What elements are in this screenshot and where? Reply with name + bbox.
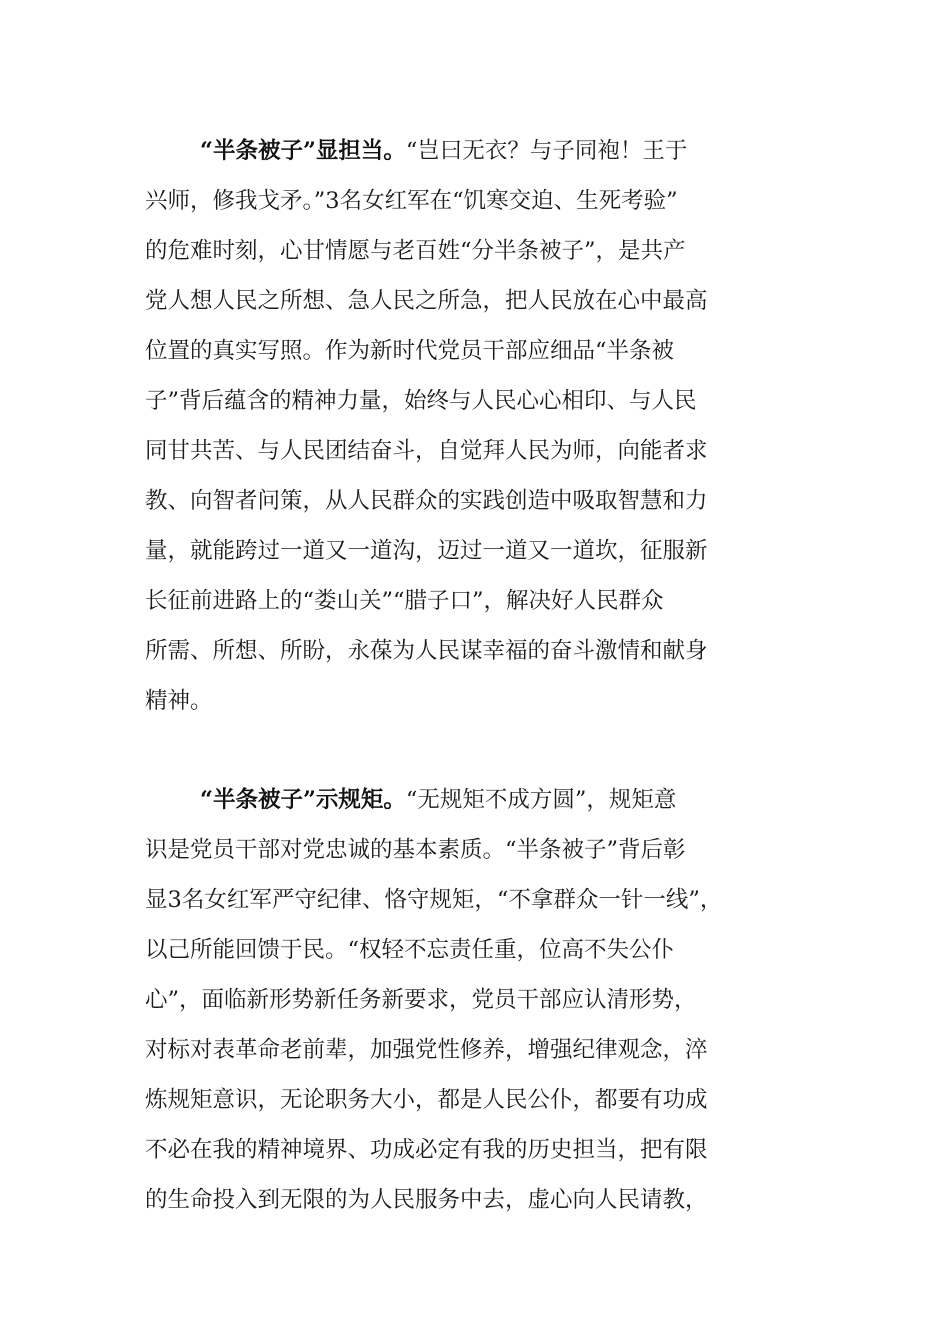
paragraph-line: 心”，面临新形势新任务新要求，党员干部应认清形势， [145, 987, 697, 1013]
paragraph-line: 的生命投入到无限的为人民服务中去，虚心向人民请教， [145, 1187, 708, 1213]
paragraph-line: 量，就能跨过一道又一道沟，迈过一道又一道坎，征服新 [145, 538, 708, 564]
paragraph-line: 以己所能回馈于民。“权轻不忘责任重，位高不失公仆 [145, 937, 675, 963]
paragraph-line: 子”背后蕴含的精神力量，始终与人民心心相印、与人民 [145, 388, 697, 414]
paragraph-line: 的危难时刻，心甘情愿与老百姓“分半条被子”，是共产 [145, 238, 686, 264]
paragraph-line: 精神。 [145, 688, 213, 714]
paragraph-heading: “半条被子”示规矩。 [200, 787, 406, 813]
paragraph-line: 显3名女红军严守纪律、恪守规矩，“不拿群众一针一线”， [145, 887, 723, 913]
paragraph-line: 识是党员干部对党忠诚的基本素质。“半条被子”背后彰 [145, 837, 686, 863]
paragraph-line: 对标对表革命老前辈，加强党性修养，增强纪律观念，淬 [145, 1037, 708, 1063]
paragraph-line: 炼规矩意识，无论职务大小，都是人民公仆，都要有功成 [145, 1087, 708, 1113]
paragraph-line: 党人想人民之所想、急人民之所急，把人民放在心中最高 [145, 288, 708, 314]
paragraph-line: 教、向智者问策，从人民群众的实践创造中吸取智慧和力 [145, 488, 708, 514]
paragraph-line: 兴师，修我戈矛。”3名女红军在“饥寒交迫、生死考验” [145, 188, 678, 214]
paragraph-line: 所需、所想、所盼，永葆为人民谋幸福的奋斗激情和献身 [145, 638, 708, 664]
paragraph-line: 不必在我的精神境界、功成必定有我的历史担当，把有限 [145, 1137, 708, 1163]
paragraph-heading: “半条被子”显担当。 [200, 138, 406, 164]
paragraph-line: 同甘共苦、与人民团结奋斗，自觉拜人民为师，向能者求 [145, 438, 708, 464]
paragraph-text: “无规矩不成方圆”，规矩意 [405, 787, 677, 813]
paragraph-first-line [200, 783, 900, 817]
paragraph-line: 长征前进路上的“娄山关”“腊子口”，解决好人民群众 [145, 588, 664, 614]
paragraph-text: “岂曰无衣？与子同袍！王于 [405, 138, 688, 164]
paragraph-first-line [200, 134, 900, 168]
paragraph-line: 位置的真实写照。作为新时代党员干部应细品“半条被 [145, 338, 675, 364]
